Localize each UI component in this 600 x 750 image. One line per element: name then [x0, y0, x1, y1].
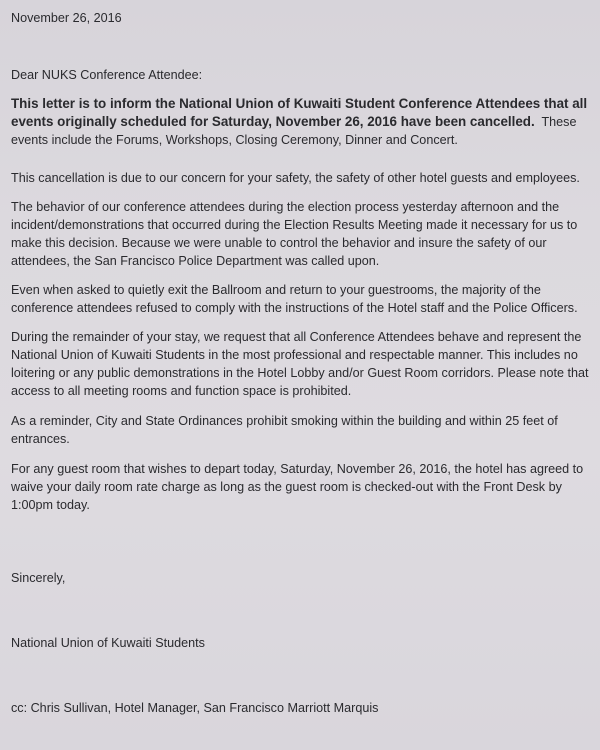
- paragraph-behavior: The behavior of our conference attendees during the election process yesterday afternoon and the incident/demonstrations that occurred during the Election Results Meeting made it necessary for us to make this decision. Because we were unable to control the behavior and insure the safety of our attendees, the San Francisco Police Department was called upon.: [11, 200, 578, 268]
- closing: Sincerely,: [11, 571, 66, 585]
- cc-line: cc: Chris Sullivan, Hotel Manager, San Francisco Marriott Marquis: [11, 701, 379, 715]
- paragraph-smoking-reminder: As a reminder, City and State Ordinances prohibit smoking within the building and within 25 feet of entrances.: [11, 414, 558, 446]
- letter-date: November 26, 2016: [11, 11, 122, 25]
- paragraph-remainder-of-stay: During the remainder of your stay, we request that all Conference Attendees behave and represent the National Union of Kuwaiti Students in the most professional and respectable manner. This includes no loitering or any public demonstrations in the Hotel Lobby and/or Guest Room corridors. Please note that access to all meeting rooms and function space is prohibited.: [11, 330, 589, 398]
- announcement-events-text: These events include the Forums, Workshops, Closing Ceremony, Dinner and Concert.: [11, 115, 577, 147]
- paragraph-cancellation-reason: This cancellation is due to our concern for your safety, the safety of other hotel guests and employees.: [11, 171, 580, 185]
- announcement-bold-text: This letter is to inform the National Union of Kuwaiti Student Conference Attendees that all events originally scheduled for Saturday, November 26, 2016 have been cancelled.: [11, 96, 588, 129]
- paragraph-refusal: Even when asked to quietly exit the Ballroom and return to your guestrooms, the majority of the conference attendees refused to comply with the instructions of the Hotel staff and the Police Officers.: [11, 283, 578, 315]
- signature: National Union of Kuwaiti Students: [11, 636, 205, 650]
- paragraph-announcement: [11, 95, 593, 149]
- paragraph-departure: For any guest room that wishes to depart today, Saturday, November 26, 2016, the hotel has agreed to waive your daily room rate charge as long as the guest room is checked-out with the Front Desk by 1:00pm today.: [11, 462, 584, 512]
- salutation: Dear NUKS Conference Attendee:: [11, 68, 203, 82]
